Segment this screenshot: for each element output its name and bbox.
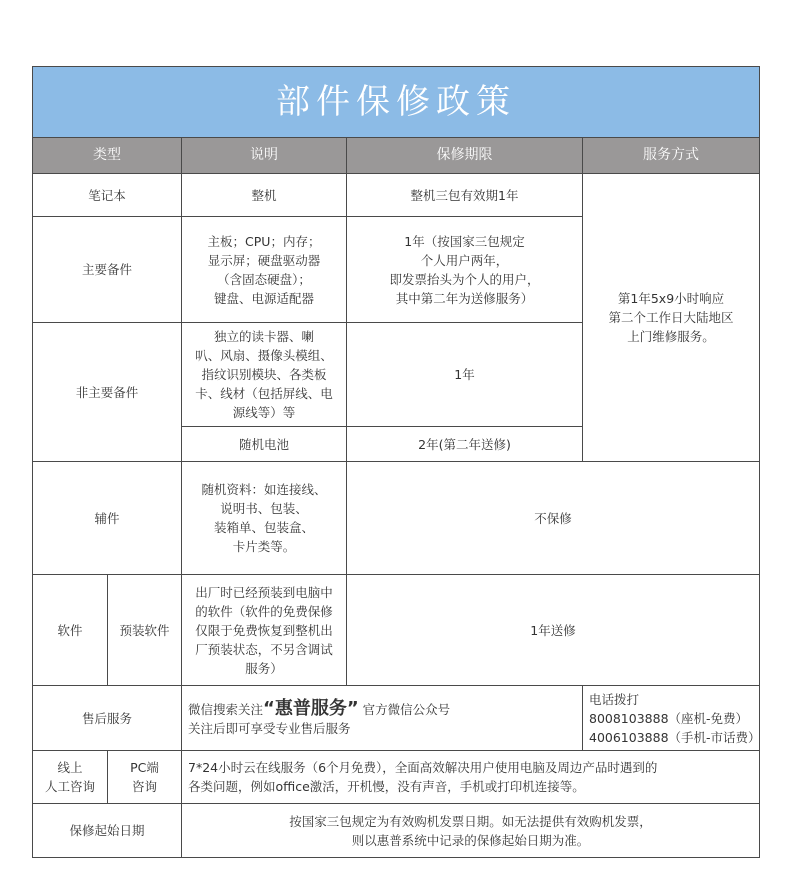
desc-line: 则以惠普系统中记录的保修起始日期为准。 <box>351 832 590 848</box>
desc-line: 卡、线材（包括屏线、电 <box>195 386 333 401</box>
accessories-type: 辅件 <box>33 462 182 575</box>
non-main-parts-type: 非主要备件 <box>33 323 182 462</box>
desc-line: 显示屏；硬盘驱动器 <box>207 252 321 268</box>
row-start-date <box>33 804 760 858</box>
start-date-desc <box>182 804 760 858</box>
desc-line: （含固态硬盘）； <box>217 271 311 287</box>
desc-line: 键盘、电源适配器 <box>213 290 314 306</box>
row-accessories <box>33 462 760 575</box>
desc-line: 按国家三包规定为有效购机发票日期。如无法提供有效购机发票， <box>289 813 652 829</box>
desc-line: 指纹识别模块、各类板 <box>201 367 327 382</box>
notebook-type: 笔记本 <box>33 174 182 217</box>
hp-service-brand: “惠普服务” <box>263 697 359 719</box>
non-main-parts-period: 1年 <box>347 323 583 427</box>
desc-line: 装箱单、包装盒、 <box>213 520 314 535</box>
period-line: 个人用户两年， <box>420 252 509 268</box>
start-date-type: 保修起始日期 <box>33 804 182 858</box>
header-service-method: 服务方式 <box>583 138 760 174</box>
online-type-line: 人工咨询 <box>44 779 95 794</box>
wechat-suffix: 官方微信公众号 <box>362 701 451 717</box>
software-type: 软件 <box>33 575 108 686</box>
desc-line: 7*24小时云在线服务（6个月免费），全面高效解决用户使用电脑及周边产品时遇到的 <box>188 760 658 775</box>
desc-line: 独立的读卡器、喇 <box>213 329 314 344</box>
online-type <box>33 751 108 804</box>
after-sales-wechat <box>182 686 583 751</box>
page-title: 部件保修政策 <box>33 67 760 138</box>
software-desc <box>182 575 347 686</box>
period-line: 即发票抬头为个人的用户， <box>389 271 540 287</box>
desc-line: 厂预装状态，不另含调试 <box>195 641 333 657</box>
desc-line: 叭、风扇、摄像头模组、 <box>195 348 333 363</box>
desc-line: 各类问题，例如office激活，开机慢，没有声音，手机或打印机连接等。 <box>188 779 585 794</box>
phone-landline: 8008103888（座机-免费） <box>589 710 749 726</box>
desc-line: 主板；CPU；内存； <box>207 233 321 249</box>
desc-line: 源线等）等 <box>232 405 296 420</box>
period-line: 1年（按国家三包规定 <box>404 233 525 249</box>
accessories-desc <box>182 462 347 575</box>
accessories-period: 不保修 <box>347 462 760 575</box>
online-type-line: 线上 <box>57 760 83 775</box>
desc-line: 随机资料：如连接线、 <box>201 482 327 497</box>
title-row <box>33 67 760 138</box>
row-online <box>33 751 760 804</box>
desc-line: 卡片类等。 <box>232 539 296 554</box>
row-after-sales <box>33 686 760 751</box>
header-warranty-period: 保修期限 <box>347 138 583 174</box>
after-sales-type: 售后服务 <box>33 686 182 751</box>
service-line: 第二个工作日大陆地区 <box>608 310 734 325</box>
phone-title: 电话拨打 <box>589 691 640 707</box>
notebook-desc: 整机 <box>182 174 347 217</box>
online-subtype <box>108 751 182 804</box>
desc-line: 出厂时已经预装到电脑中 <box>195 584 333 600</box>
battery-desc: 随机电池 <box>182 427 347 462</box>
header-type: 类型 <box>33 138 182 174</box>
main-parts-period <box>347 217 583 323</box>
service-method-cell <box>583 174 760 462</box>
warranty-policy-table <box>32 66 760 858</box>
row-notebook <box>33 174 760 217</box>
online-subtype-line: 咨询 <box>131 779 157 794</box>
main-parts-type: 主要备件 <box>33 217 182 323</box>
service-line: 第1年5x9小时响应 <box>617 291 725 306</box>
online-desc <box>182 751 760 804</box>
software-subtype: 预装软件 <box>108 575 182 686</box>
desc-line: 的软件（软件的免费保修 <box>195 603 333 619</box>
desc-line: 服务） <box>245 660 283 676</box>
wechat-prefix: 微信搜索关注 <box>188 701 264 717</box>
after-sales-phone <box>583 686 760 751</box>
row-software <box>33 575 760 686</box>
notebook-period: 整机三包有效期1年 <box>347 174 583 217</box>
header-description: 说明 <box>182 138 347 174</box>
online-subtype-line: PC端 <box>130 760 159 775</box>
main-parts-desc <box>182 217 347 323</box>
phone-mobile: 4006103888（手机-市话费） <box>589 729 761 745</box>
desc-line: 说明书、包装、 <box>220 501 308 516</box>
wechat-line2: 关注后即可享受专业售后服务 <box>188 720 351 736</box>
non-main-parts-desc <box>182 323 347 427</box>
desc-line: 仅限于免费恢复到整机出 <box>195 622 333 638</box>
battery-period: 2年(第二年送修) <box>347 427 583 462</box>
header-row <box>33 138 760 174</box>
service-line: 上门维修服务。 <box>627 329 715 344</box>
period-line: 其中第二年为送修服务） <box>395 290 534 306</box>
software-period: 1年送修 <box>347 575 760 686</box>
